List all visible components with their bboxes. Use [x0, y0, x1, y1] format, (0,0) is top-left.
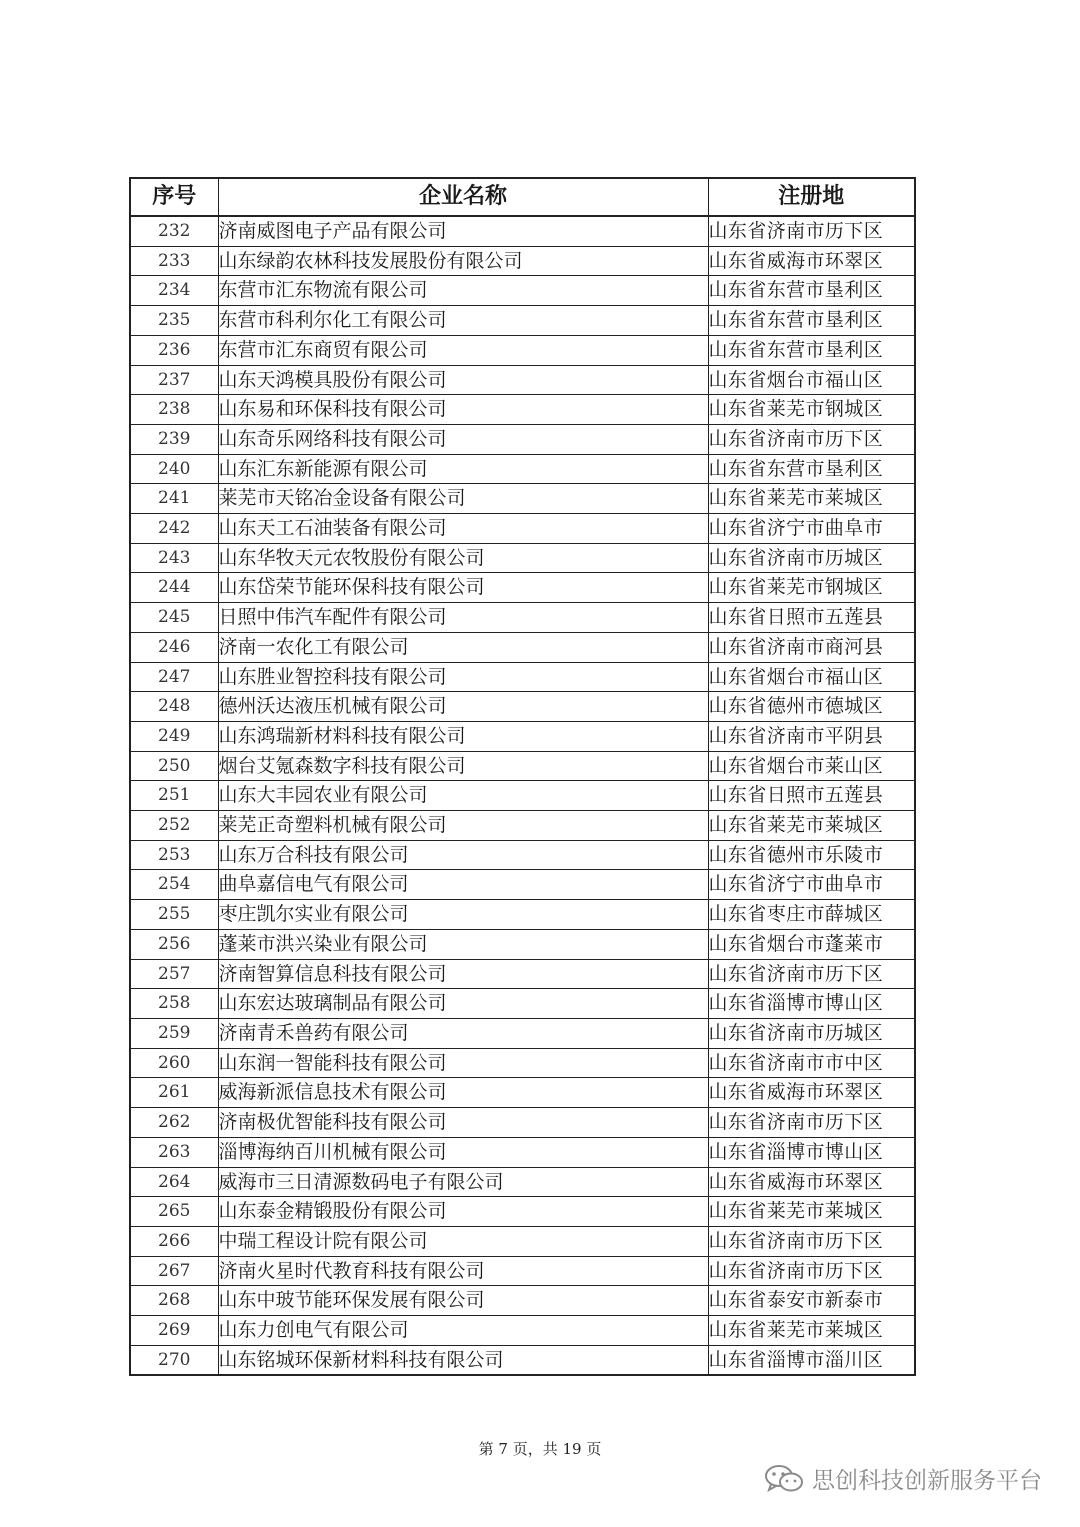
row-location: 山东省烟台市蓬莱市 — [708, 929, 915, 959]
table-row — [130, 751, 915, 781]
row-seq: 260 — [130, 1048, 218, 1078]
table-row — [130, 1078, 915, 1108]
row-company-name: 山东大丰园农业有限公司 — [218, 781, 708, 811]
row-seq: 251 — [130, 781, 218, 811]
row-location: 山东省烟台市莱山区 — [708, 751, 915, 781]
row-location: 山东省威海市环翠区 — [708, 1167, 915, 1197]
table-row — [130, 573, 915, 603]
row-company-name: 山东鸿瑞新材料科技有限公司 — [218, 721, 708, 751]
table-row — [130, 246, 915, 276]
row-location: 山东省东营市垦利区 — [708, 335, 915, 365]
row-seq: 238 — [130, 395, 218, 425]
row-seq: 242 — [130, 514, 218, 544]
table-row — [130, 365, 915, 395]
row-location: 山东省东营市垦利区 — [708, 306, 915, 336]
row-location: 山东省莱芜市莱城区 — [708, 484, 915, 514]
row-seq: 255 — [130, 900, 218, 930]
row-location: 山东省淄博市博山区 — [708, 989, 915, 1019]
row-company-name: 德州沃达液压机械有限公司 — [218, 692, 708, 722]
table-row — [130, 276, 915, 306]
table-row — [130, 721, 915, 751]
row-seq: 239 — [130, 424, 218, 454]
row-company-name: 济南智算信息科技有限公司 — [218, 959, 708, 989]
row-location: 山东省东营市垦利区 — [708, 454, 915, 484]
row-location: 山东省枣庄市薛城区 — [708, 900, 915, 930]
row-seq: 240 — [130, 454, 218, 484]
row-seq: 233 — [130, 246, 218, 276]
row-location: 山东省日照市五莲县 — [708, 603, 915, 633]
row-company-name: 威海新派信息技术有限公司 — [218, 1078, 708, 1108]
row-company-name: 山东华牧天元农牧股份有限公司 — [218, 543, 708, 573]
row-company-name: 山东易和环保科技有限公司 — [218, 395, 708, 425]
row-company-name: 日照中伟汽车配件有限公司 — [218, 603, 708, 633]
row-seq: 244 — [130, 573, 218, 603]
row-location: 山东省泰安市新泰市 — [708, 1286, 915, 1316]
table-row — [130, 840, 915, 870]
row-location: 山东省威海市环翠区 — [708, 1078, 915, 1108]
row-company-name: 曲阜嘉信电气有限公司 — [218, 870, 708, 900]
row-company-name: 山东中玻节能环保发展有限公司 — [218, 1286, 708, 1316]
table-row — [130, 543, 915, 573]
row-location: 山东省莱芜市莱城区 — [708, 811, 915, 841]
table-row — [130, 424, 915, 454]
table-row — [130, 1345, 915, 1375]
row-seq: 241 — [130, 484, 218, 514]
row-location: 山东省济南市历下区 — [708, 1226, 915, 1256]
row-seq: 270 — [130, 1345, 218, 1375]
row-seq: 245 — [130, 603, 218, 633]
table-row — [130, 959, 915, 989]
row-location: 山东省济宁市曲阜市 — [708, 514, 915, 544]
table-row — [130, 870, 915, 900]
row-location: 山东省济南市历城区 — [708, 543, 915, 573]
row-seq: 263 — [130, 1137, 218, 1167]
row-company-name: 枣庄凯尔实业有限公司 — [218, 900, 708, 930]
table-row — [130, 514, 915, 544]
row-location: 山东省莱芜市钢城区 — [708, 395, 915, 425]
row-seq: 267 — [130, 1256, 218, 1286]
table-row — [130, 1286, 915, 1316]
row-company-name: 山东汇东新能源有限公司 — [218, 454, 708, 484]
table-row — [130, 989, 915, 1019]
row-company-name: 山东铭城环保新材料科技有限公司 — [218, 1345, 708, 1375]
row-location: 山东省德州市乐陵市 — [708, 840, 915, 870]
row-company-name: 山东绿韵农林科技发展股份有限公司 — [218, 246, 708, 276]
row-location: 山东省济宁市曲阜市 — [708, 870, 915, 900]
table-row — [130, 216, 915, 246]
table-row — [130, 1316, 915, 1346]
row-location: 山东省莱芜市莱城区 — [708, 1197, 915, 1227]
header-name: 企业名称 — [218, 178, 708, 216]
row-company-name: 山东奇乐网络科技有限公司 — [218, 424, 708, 454]
row-location: 山东省济南市历下区 — [708, 424, 915, 454]
row-company-name: 济南一农化工有限公司 — [218, 632, 708, 662]
enterprise-table — [129, 177, 916, 1376]
table-row — [130, 900, 915, 930]
table-row — [130, 662, 915, 692]
row-location: 山东省威海市环翠区 — [708, 246, 915, 276]
table-row — [130, 929, 915, 959]
row-seq: 236 — [130, 335, 218, 365]
row-seq: 256 — [130, 929, 218, 959]
row-company-name: 蓬莱市洪兴染业有限公司 — [218, 929, 708, 959]
row-seq: 243 — [130, 543, 218, 573]
row-location: 山东省济南市历下区 — [708, 1256, 915, 1286]
row-company-name: 山东岱荣节能环保科技有限公司 — [218, 573, 708, 603]
row-company-name: 烟台艾氪森数字科技有限公司 — [218, 751, 708, 781]
row-company-name: 东营市汇东物流有限公司 — [218, 276, 708, 306]
row-company-name: 东营市科利尔化工有限公司 — [218, 306, 708, 336]
table-row — [130, 1167, 915, 1197]
table-row — [130, 811, 915, 841]
table-row — [130, 306, 915, 336]
row-company-name: 莱芜正奇塑料机械有限公司 — [218, 811, 708, 841]
row-seq: 268 — [130, 1286, 218, 1316]
header-seq: 序号 — [130, 178, 218, 216]
row-seq: 261 — [130, 1078, 218, 1108]
row-company-name: 威海市三日清源数码电子有限公司 — [218, 1167, 708, 1197]
row-seq: 254 — [130, 870, 218, 900]
row-location: 山东省济南市商河县 — [708, 632, 915, 662]
row-seq: 253 — [130, 840, 218, 870]
row-seq: 258 — [130, 989, 218, 1019]
row-company-name: 山东力创电气有限公司 — [218, 1316, 708, 1346]
row-seq: 250 — [130, 751, 218, 781]
header-location: 注册地 — [708, 178, 915, 216]
row-location: 山东省济南市历下区 — [708, 959, 915, 989]
row-seq: 247 — [130, 662, 218, 692]
row-seq: 259 — [130, 1018, 218, 1048]
table-body — [130, 216, 915, 1375]
table-row — [130, 1018, 915, 1048]
table-row — [130, 692, 915, 722]
row-company-name: 淄博海纳百川机械有限公司 — [218, 1137, 708, 1167]
header-row — [130, 178, 915, 216]
row-company-name: 中瑞工程设计院有限公司 — [218, 1226, 708, 1256]
table-row — [130, 1256, 915, 1286]
row-location: 山东省济南市历下区 — [708, 1108, 915, 1138]
row-seq: 264 — [130, 1167, 218, 1197]
table-row — [130, 1197, 915, 1227]
row-company-name: 山东万合科技有限公司 — [218, 840, 708, 870]
row-seq: 232 — [130, 216, 218, 246]
row-location: 山东省淄博市博山区 — [708, 1137, 915, 1167]
row-seq: 262 — [130, 1108, 218, 1138]
row-seq: 257 — [130, 959, 218, 989]
row-seq: 248 — [130, 692, 218, 722]
table-row — [130, 632, 915, 662]
row-company-name: 济南青禾兽药有限公司 — [218, 1018, 708, 1048]
row-seq: 246 — [130, 632, 218, 662]
row-location: 山东省烟台市福山区 — [708, 662, 915, 692]
row-location: 山东省济南市平阴县 — [708, 721, 915, 751]
row-seq: 235 — [130, 306, 218, 336]
table-row — [130, 1108, 915, 1138]
row-location: 山东省莱芜市莱城区 — [708, 1316, 915, 1346]
row-company-name: 济南极优智能科技有限公司 — [218, 1108, 708, 1138]
row-company-name: 山东天工石油装备有限公司 — [218, 514, 708, 544]
table-row — [130, 1048, 915, 1078]
row-location: 山东省济南市历城区 — [708, 1018, 915, 1048]
row-seq: 252 — [130, 811, 218, 841]
table-row — [130, 1226, 915, 1256]
watermark-text: 思创科技创新服务平台 — [812, 1468, 1042, 1494]
table-row — [130, 484, 915, 514]
row-seq: 266 — [130, 1226, 218, 1256]
row-seq: 237 — [130, 365, 218, 395]
row-seq: 269 — [130, 1316, 218, 1346]
row-company-name: 莱芜市天铭冶金设备有限公司 — [218, 484, 708, 514]
row-location: 山东省淄博市淄川区 — [708, 1345, 915, 1375]
row-company-name: 山东天鸿模具股份有限公司 — [218, 365, 708, 395]
table-row — [130, 395, 915, 425]
row-location: 山东省日照市五莲县 — [708, 781, 915, 811]
row-location: 山东省济南市市中区 — [708, 1048, 915, 1078]
page-footer: 第 7 页，共 19 页 — [478, 1440, 602, 1458]
row-company-name: 山东泰金精锻股份有限公司 — [218, 1197, 708, 1227]
row-location: 山东省烟台市福山区 — [708, 365, 915, 395]
row-seq: 265 — [130, 1197, 218, 1227]
row-company-name: 山东胜业智控科技有限公司 — [218, 662, 708, 692]
row-location: 山东省莱芜市钢城区 — [708, 573, 915, 603]
table-row — [130, 1137, 915, 1167]
table-row — [130, 335, 915, 365]
row-company-name: 济南威图电子产品有限公司 — [218, 216, 708, 246]
row-location: 山东省东营市垦利区 — [708, 276, 915, 306]
row-seq: 249 — [130, 721, 218, 751]
table-row — [130, 781, 915, 811]
row-company-name: 济南火星时代教育科技有限公司 — [218, 1256, 708, 1286]
row-company-name: 山东润一智能科技有限公司 — [218, 1048, 708, 1078]
row-location: 山东省德州市德城区 — [708, 692, 915, 722]
table-row — [130, 603, 915, 633]
watermark — [764, 1462, 1042, 1495]
table-header — [130, 178, 915, 216]
row-location: 山东省济南市历下区 — [708, 216, 915, 246]
row-company-name: 东营市汇东商贸有限公司 — [218, 335, 708, 365]
table-row — [130, 454, 915, 484]
row-seq: 234 — [130, 276, 218, 306]
wechat-icon — [764, 1464, 804, 1494]
row-company-name: 山东宏达玻璃制品有限公司 — [218, 989, 708, 1019]
